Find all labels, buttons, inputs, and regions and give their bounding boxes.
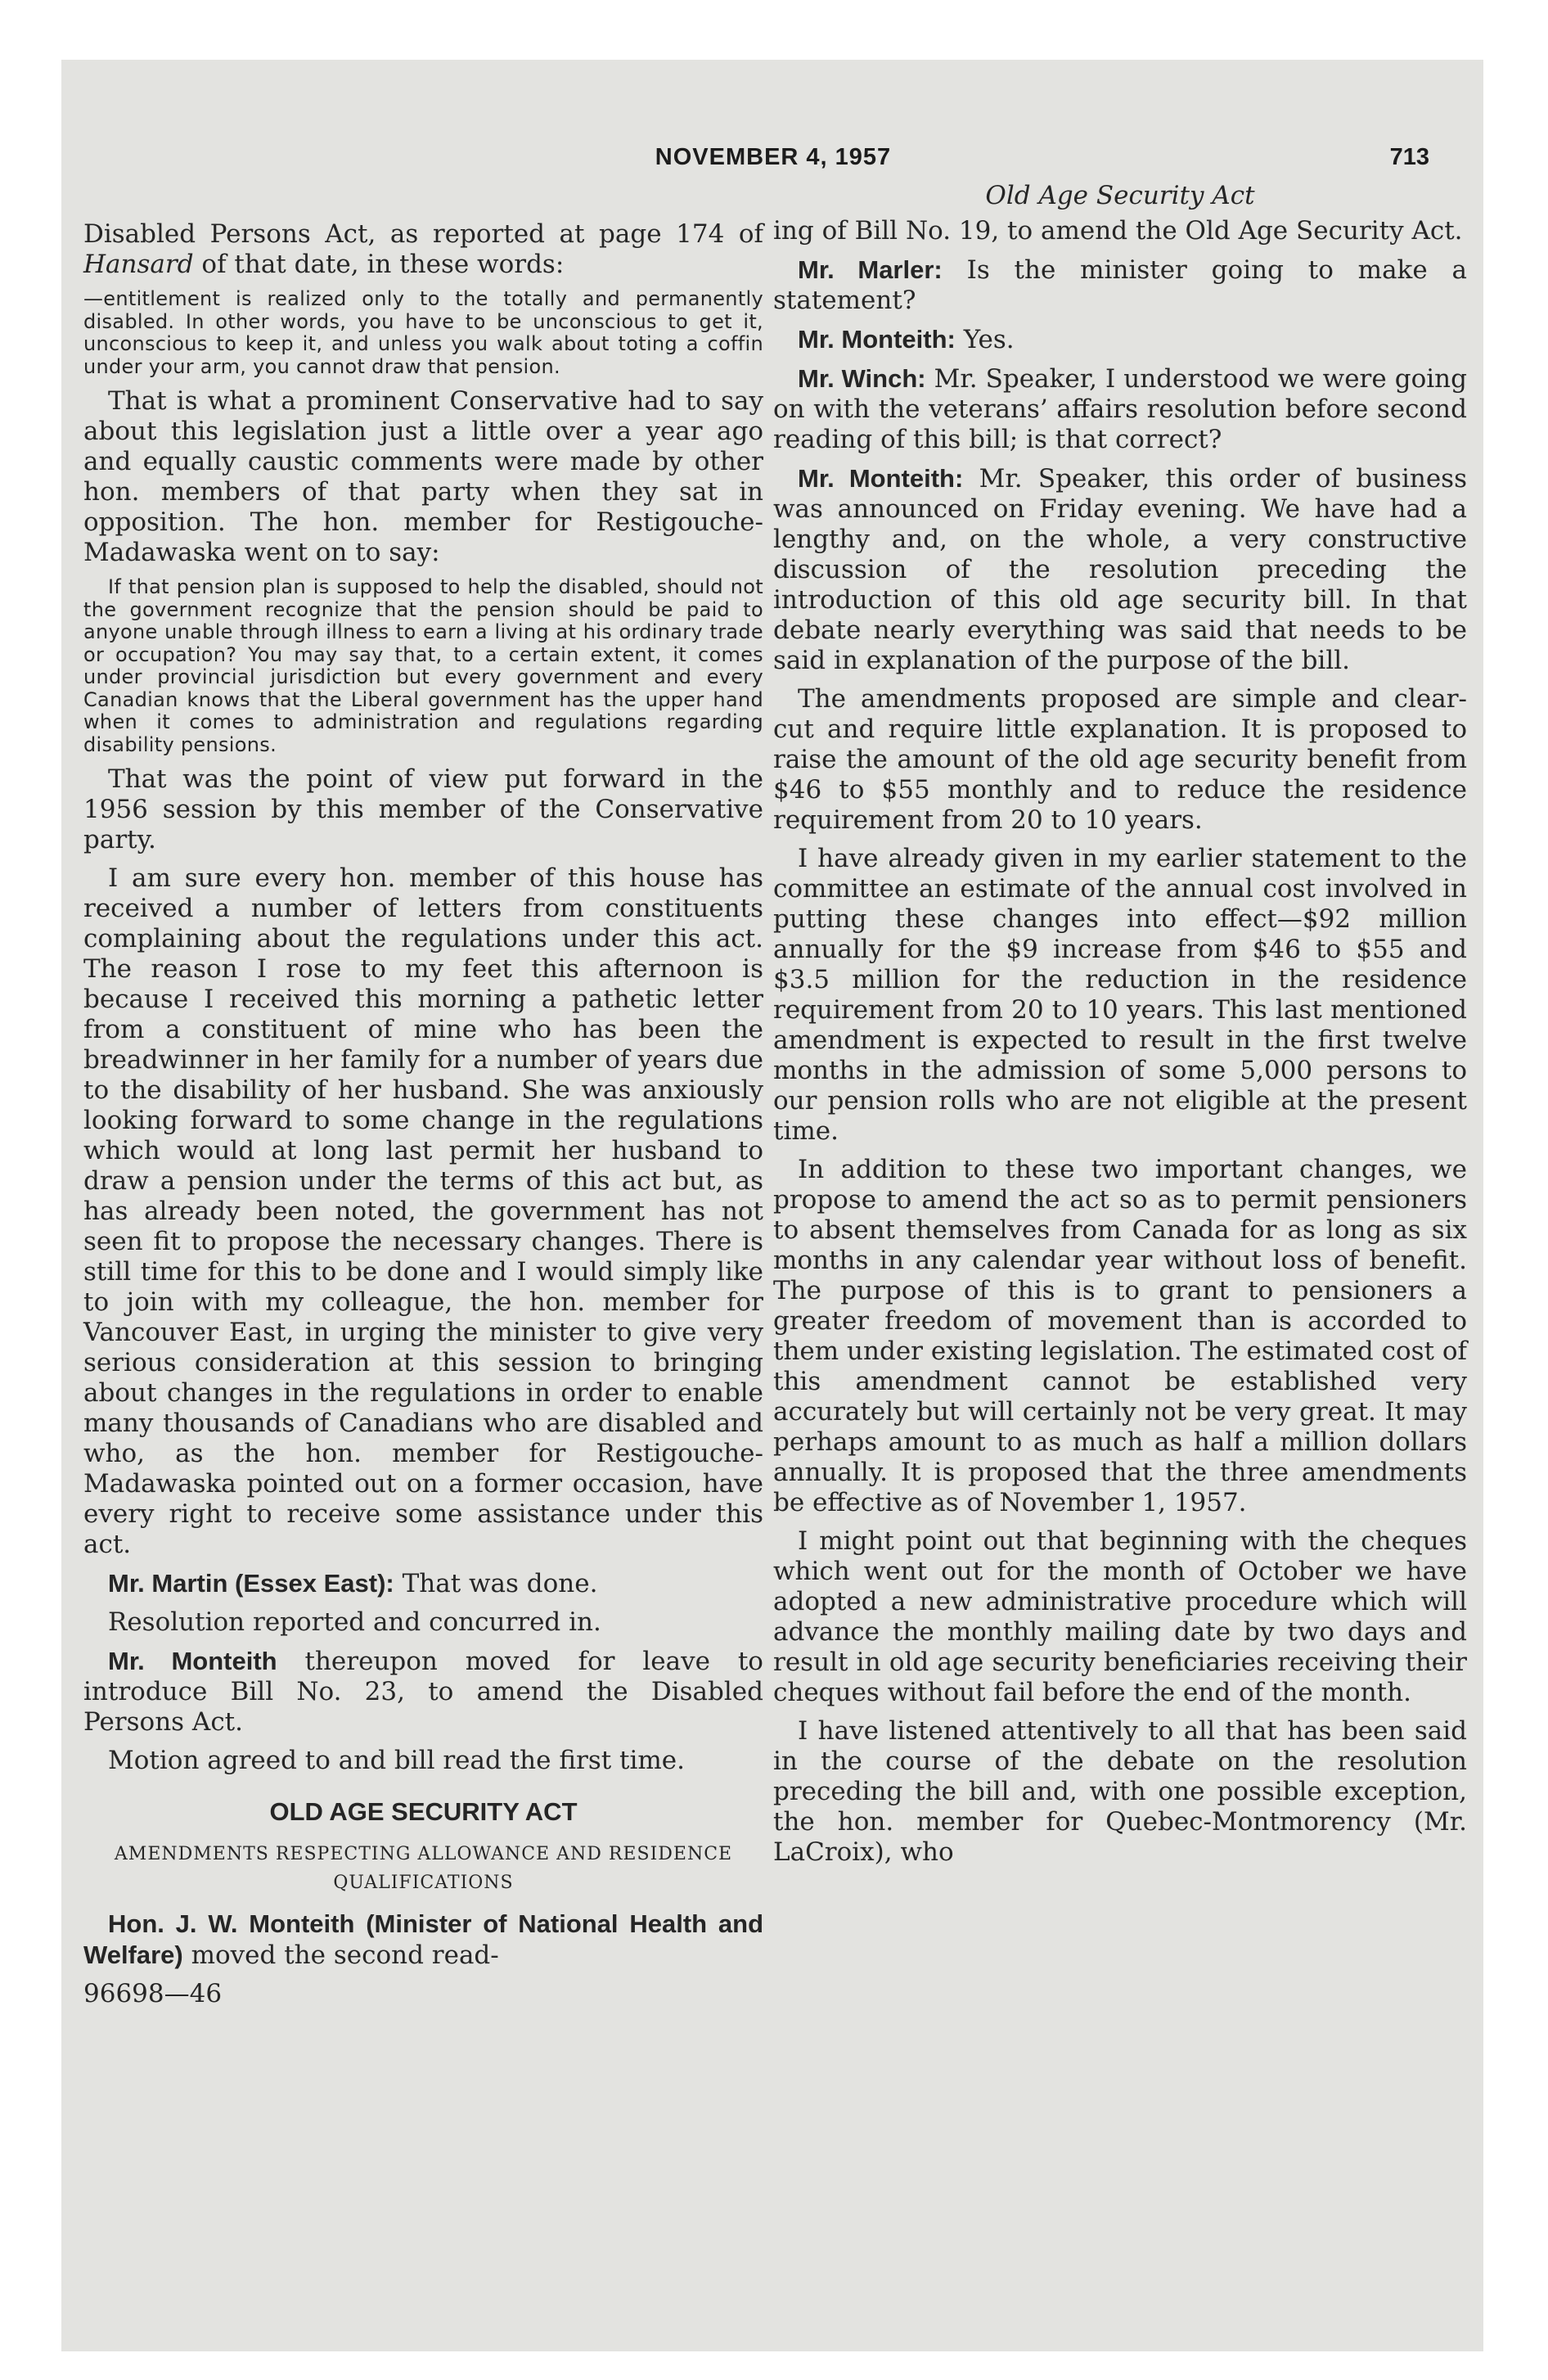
- section-subtitle: AMENDMENTS RESPECTING ALLOWANCE AND RESIDENCE QUALIFICATIONS: [114, 1844, 733, 1893]
- paragraph: Mr. Martin (Essex East): That was done.: [108, 1569, 598, 1598]
- speaker-name: Mr. Monteith:: [798, 464, 964, 493]
- left-column: [83, 219, 763, 2017]
- paragraph: The amendments proposed are simple and clear-cut and require little explanation. It is proposed to raise the amount of the old age security benefit from $46 to $55 monthly and to reduce the residence requirement from 20 to 10 years.: [773, 684, 1467, 835]
- speaker-name: Mr. Monteith:: [798, 325, 956, 354]
- paragraph: I might point out that beginning with the cheques which went out for the month of October we have adopted a new administrative procedure which will advance the monthly mailing date by two days and result in old age security beneficiaries receiving their cheques without fail before the end of the month.: [773, 1526, 1467, 1707]
- right-column: [773, 181, 1467, 1876]
- speaker-name: Hon. J. W. Monteith (Minister of National Health and Welfare): [83, 1909, 763, 1969]
- paragraph: ing of Bill No. 19, to amend the Old Age Security Act.: [773, 216, 1463, 246]
- paragraph: I have already given in my earlier statement to the committee an estimate of the annual cost involved in putting these changes into effect—$92 million annually for the $9 increase from $46 to $55 and $3.5 million for the reduction in the residence requirement from 20 to 10 years. This last mentioned amendment is expected to result in the first twelve months in the admission of some 5,000 persons to our pension rolls who are not eligible at the present time.: [773, 844, 1467, 1146]
- paragraph: Mr. Winch: Mr. Speaker, I understood we were going on with the veterans’ affairs resolution before second reading of this bill; is that correct?: [773, 364, 1467, 454]
- paragraph: In addition to these two important changes, we propose to amend the act so as to permit pensioners to absent themselves from Canada for as long as six months in any calendar year without loss of benefit. The purpose of this is to grant to pensioners a greater freedom of movement than is accorded to them under existing legislation. The estimated cost of this amendment cannot be established very accurately but will certainly not be very great. It may perhaps amount to as much as half a million dollars annually. It is proposed that the three amendments be effective as of November 1, 1957.: [773, 1155, 1467, 1517]
- paragraph: Mr. Monteith thereupon moved for leave to introduce Bill No. 23, to amend the Disabled Persons Act.: [83, 1647, 763, 1737]
- paragraph: I am sure every hon. member of this house has received a number of letters from constituents complaining about the regulations under this act. The reason I rose to my feet this afternoon is because I received this morning a pathetic letter from a constituent of mine who has been the breadwinner in her family for a number of years due to the disability of her husband. She was anxiously looking forward to some change in the regulations which would at long last permit her husband to draw a pension under the terms of this act but, as has already been noted, the government has not seen fit to propose the necessary changes. There is still time for this to be done and I would simply like to join with my colleague, the hon. member for Vancouver East, in urging the minister to give very serious consideration at this session to bringing about changes in the regulations in order to enable many thousands of Canadians who are disabled and who, as the hon. member for Restigouche-Madawaska pointed out on a former occasion, have every right to receive some assistance under this act.: [83, 863, 763, 1559]
- printer-footnote: 96698—46: [83, 1979, 223, 2008]
- paragraph: Resolution reported and concurred in.: [108, 1607, 601, 1637]
- paragraph: Mr. Monteith: Yes.: [798, 325, 1015, 354]
- italic-text: Hansard: [83, 250, 194, 279]
- speaker-name: Mr. Monteith: [108, 1647, 277, 1675]
- paragraph: That was the point of view put forward in the 1956 session by this member of the Conservative party.: [83, 764, 763, 854]
- speaker-name: Mr. Marler:: [798, 255, 943, 284]
- paragraph: Disabled Persons Act, as reported at page 174 of Hansard of that date, in these words:: [83, 219, 763, 279]
- column-subhead: Old Age Security Act: [985, 181, 1255, 210]
- block-quote: If that pension plan is supposed to help the disabled, should not the government recognize that the pension should be paid to anyone unable through illness to earn a living at his ordinary trade or occupation? You may say that, to a certain extent, it comes under provincial jurisdiction but every government and every Canadian knows that the Liberal government has the upper hand when it comes to administration and regulations regarding disability pensions.: [83, 575, 763, 756]
- paragraph: That is what a prominent Conservative had to say about this legislation just a little over a year ago and equally caustic comments were made by other hon. members of that party when they sat in opposition. The hon. member for Restigouche-Madawaska went on to say:: [83, 386, 763, 567]
- section-title: OLD AGE SECURITY ACT: [269, 1797, 578, 1826]
- speaker-name: Mr. Martin (Essex East):: [108, 1569, 394, 1598]
- paragraph: Mr. Monteith: Mr. Speaker, this order of business was announced on Friday evening. We have had a lengthy and, on the whole, a very constructive discussion of the resolution preceding the introduction of this old age security bill. In that debate nearly everything was said that needs to be said in explanation of the purpose of the bill.: [773, 464, 1467, 675]
- block-quote: —entitlement is realized only to the totally and permanently disabled. In other words, you have to be unconscious to get it, unconscious to keep it, and unless you walk about toting a coffin under your arm, you cannot draw that pension.: [83, 287, 763, 378]
- running-head-date: NOVEMBER 4, 1957: [655, 144, 892, 170]
- page-number: 713: [1389, 144, 1429, 170]
- paragraph: Hon. J. W. Monteith (Minister of National Health and Welfare) moved the second read-: [83, 1909, 763, 1970]
- document-page: [61, 60, 1483, 2351]
- speaker-name: Mr. Winch:: [798, 364, 926, 393]
- paragraph: I have listened attentively to all that has been said in the course of the debate on the resolution preceding the bill and, with one possible exception, the hon. member for Quebec-Montmorency (Mr. LaCroix), who: [773, 1716, 1467, 1867]
- paragraph: Mr. Marler: Is the minister going to make a statement?: [773, 255, 1467, 315]
- paragraph: Motion agreed to and bill read the first time.: [108, 1746, 686, 1775]
